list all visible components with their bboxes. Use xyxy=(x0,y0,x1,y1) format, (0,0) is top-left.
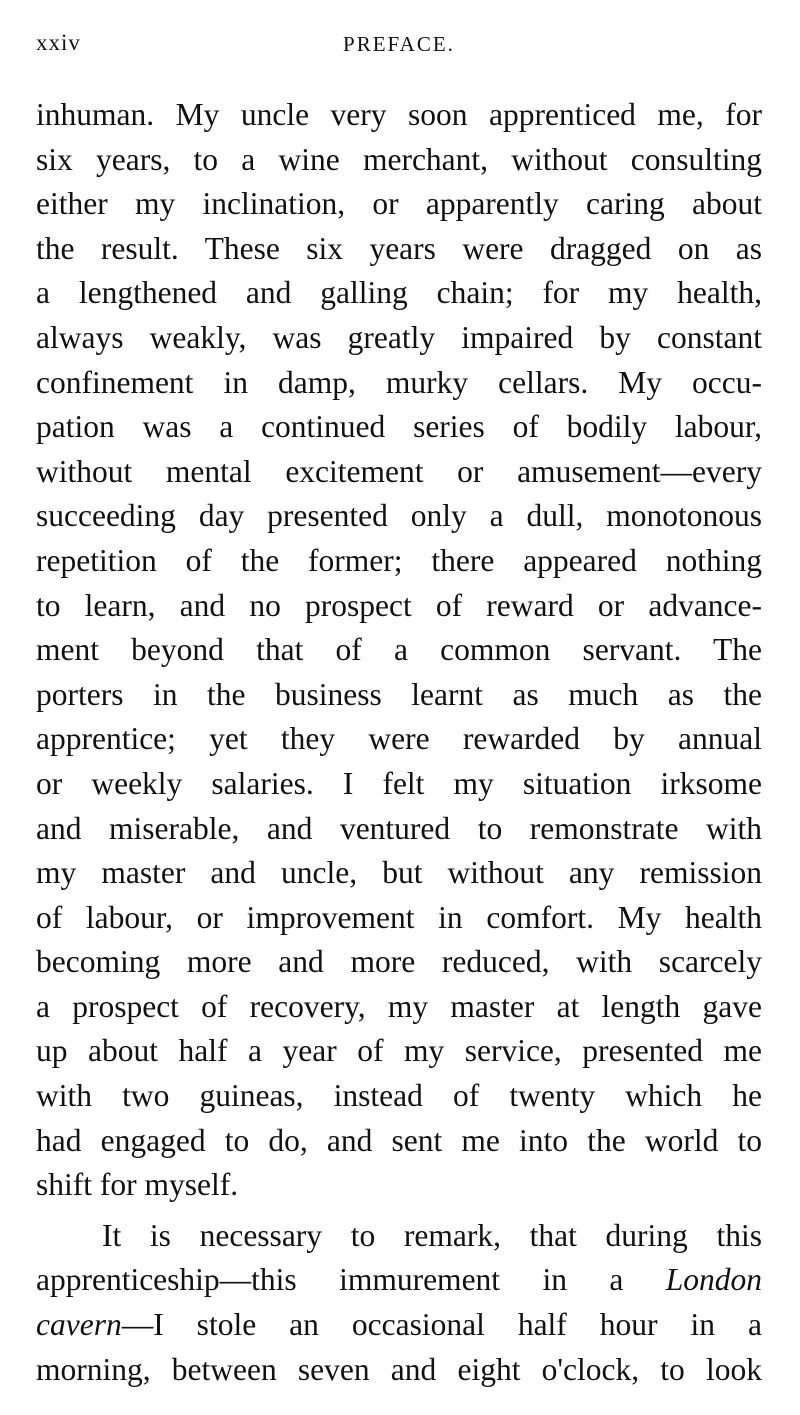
text-line: inhuman. My uncle very soon apprenticed me, for xyxy=(36,97,762,132)
body-text xyxy=(36,93,762,1392)
text-line: to learn, and no prospect of reward or advance- xyxy=(36,587,762,623)
paragraph-1 xyxy=(36,93,762,1208)
text-line-last: shift for myself. xyxy=(36,1167,239,1203)
text-line: and miserable, and ventured to remonstrate with xyxy=(36,810,762,846)
text-line: six years, to a wine merchant, without consulting xyxy=(36,141,762,177)
text-line: always weakly, was greatly impaired by constant xyxy=(36,319,762,355)
text-line: confinement in damp, murky cellars. My occu- xyxy=(36,364,762,400)
text-line: apprentice; yet they were rewarded by annual xyxy=(36,721,762,757)
text-line: pation was a continued series of bodily labour, xyxy=(36,409,762,445)
text-line: my master and uncle, but without any remission xyxy=(36,855,762,891)
text-line: a lengthened and galling chain; for my health, xyxy=(36,275,762,311)
italic-text: cavern xyxy=(36,1307,122,1343)
text-line: up about half a year of my service, presented me xyxy=(36,1033,762,1069)
text-line: ment beyond that of a common servant. The xyxy=(36,632,762,668)
text-segment: apprenticeship—this immurement in a xyxy=(36,1262,666,1298)
text-segment: —I stole an occasional half hour in a xyxy=(121,1307,762,1343)
paragraph-2 xyxy=(36,1214,762,1392)
text-line: of labour, or improvement in comfort. My health xyxy=(36,899,762,935)
text-line: porters in the business learnt as much as the xyxy=(36,676,762,712)
text-line: either my inclination, or apparently caring about xyxy=(36,186,762,222)
text-line: had engaged to do, and sent me into the world to xyxy=(36,1122,762,1158)
running-head: PREFACE. xyxy=(343,32,455,56)
text-line-indented: It is necessary to remark, that during this xyxy=(102,1217,762,1253)
text-line xyxy=(36,1303,762,1348)
text-line: without mental excitement or amusement—every xyxy=(36,453,762,489)
italic-text: London xyxy=(665,1262,762,1298)
text-line: a prospect of recovery, my master at length gave xyxy=(36,988,762,1024)
page-header xyxy=(36,30,762,60)
text-line: morning, between seven and eight o'clock, to look xyxy=(36,1351,762,1387)
text-line: succeeding day presented only a dull, monotonous xyxy=(36,498,762,534)
text-line: with two guineas, instead of twenty which he xyxy=(36,1078,762,1114)
page-number: xxiv xyxy=(36,30,81,55)
text-line: repetition of the former; there appeared nothing xyxy=(36,542,762,578)
text-line xyxy=(36,1258,762,1303)
text-line: the result. These six years were dragged on as xyxy=(36,230,762,266)
text-line: becoming more and more reduced, with scarcely xyxy=(36,944,762,980)
text-line: or weekly salaries. I felt my situation irksome xyxy=(36,765,762,801)
